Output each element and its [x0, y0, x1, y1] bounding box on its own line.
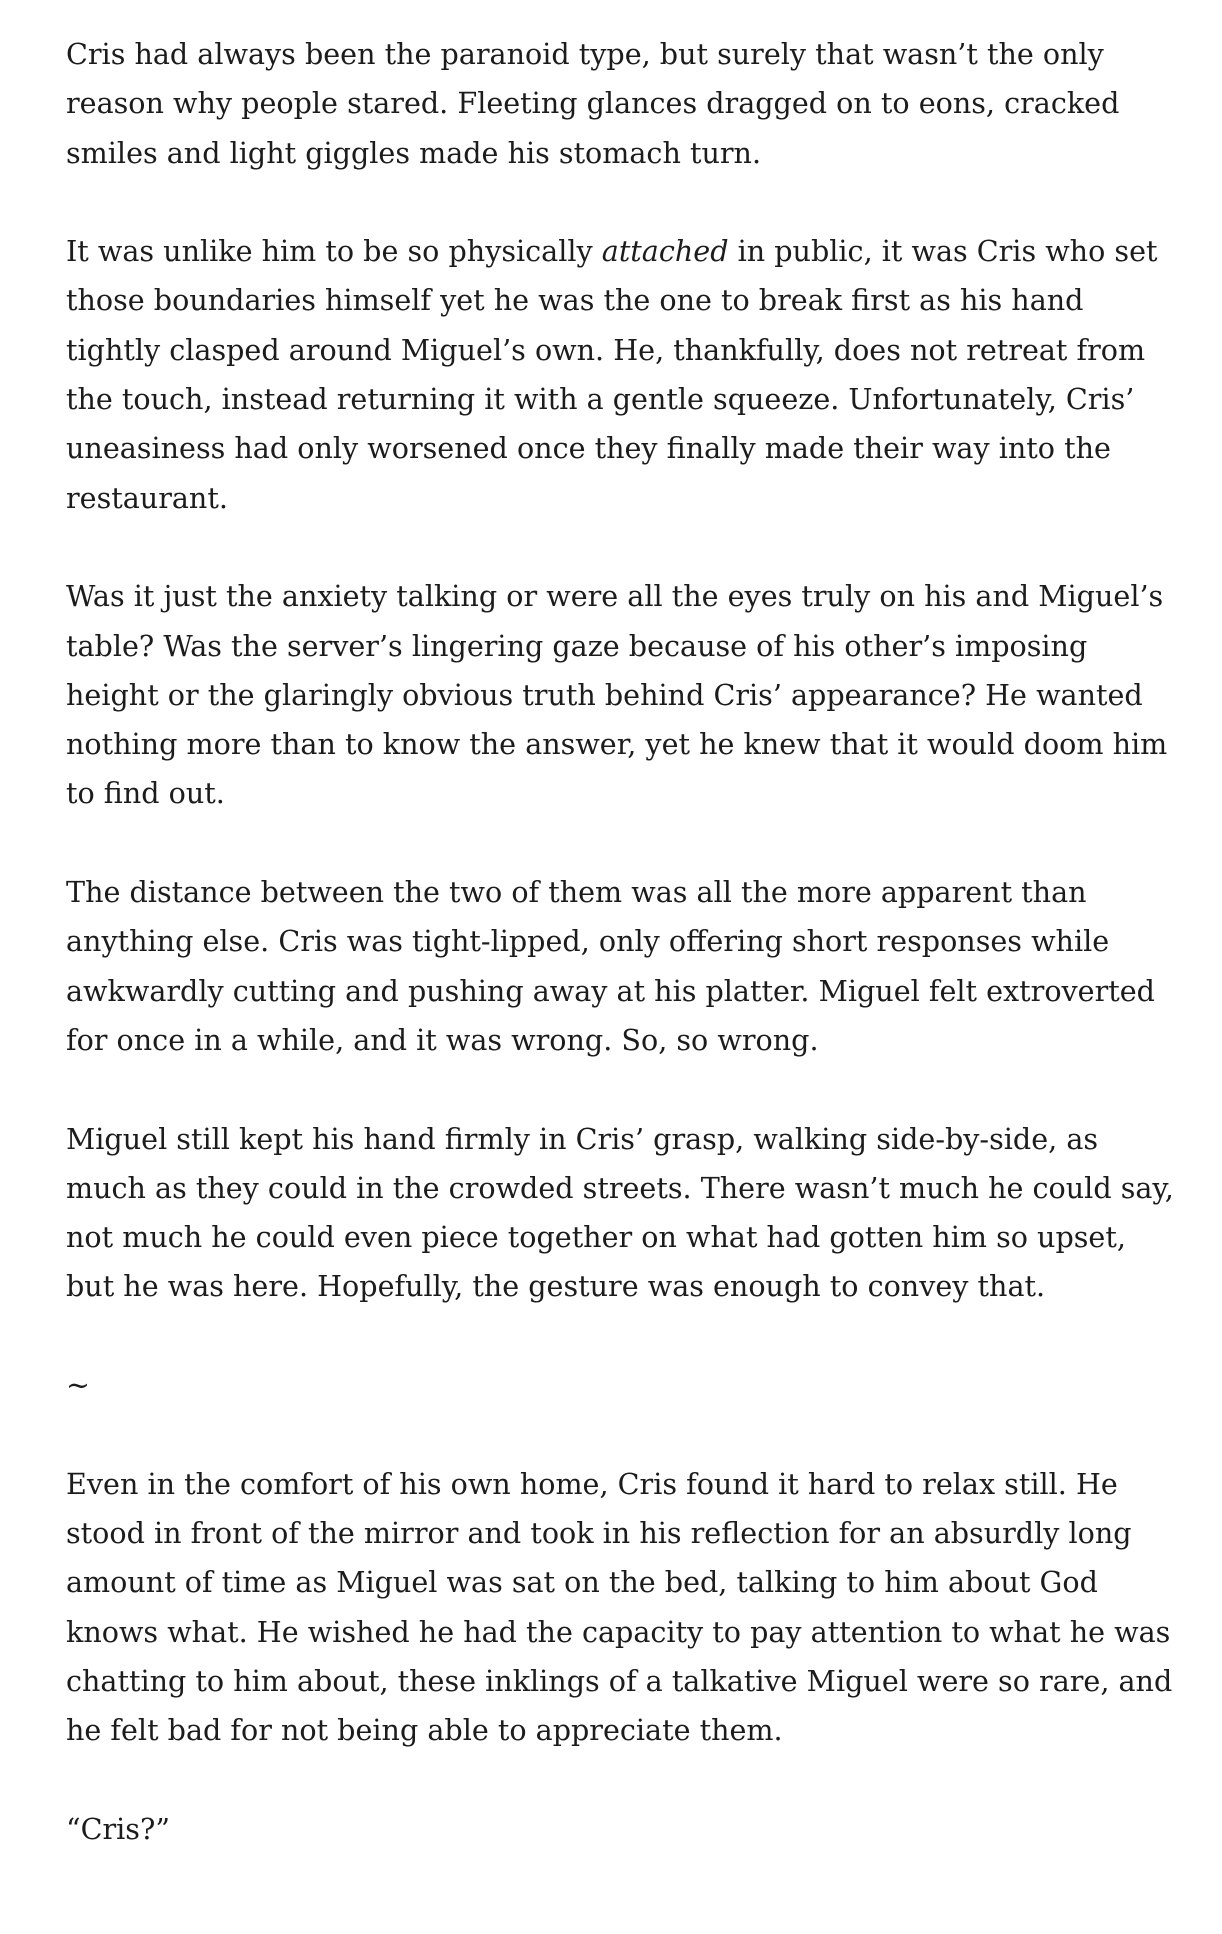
paragraph-2-emphasis: attached — [601, 234, 729, 269]
paragraph-2-text-before: It was unlike him to be so physically — [66, 234, 602, 269]
story-text — [66, 30, 1182, 1854]
paragraph-7-dialogue: “Cris?” — [66, 1811, 170, 1846]
paragraph-3: Was it just the anxiety talking or were all the eyes truly on his and Miguel’s table? Was the server’s lingering gaze because of his other’s imposing height or the glaringly obvious truth behind Cris’ appearance? He wanted nothing more than to know the answer, yet he knew that it would doom him to find out. — [66, 579, 1168, 811]
paragraph-2-text-after: in public, it was Cris who set those boundaries himself yet he was the one to break first as his hand tightly clasped around Miguel’s own. He, thankfully, does not retreat from the touch, instead returning it with a gentle squeeze. Unfortunately, Cris’ uneasiness had only worsened once they finally made their way into the restaurant. — [66, 234, 1158, 515]
scene-break-separator: ~ — [66, 1368, 90, 1403]
paragraph-2 — [66, 227, 1182, 523]
paragraph-6: Even in the comfort of his own home, Cris found it hard to relax still. He stood in front of the mirror and took in his reflection for an absurdly long amount of time as Miguel was sat on the bed, talking to him about God knows what. He wished he had the capacity to pay attention to what he was chatting to him about, these inklings of a talkative Miguel were so rare, and he felt bad for not being able to appreciate them. — [66, 1466, 1173, 1748]
paragraph-5: Miguel still kept his hand firmly in Cris’ grasp, walking side-by-side, as much as they could in the crowded streets. There wasn’t much he could say, not much he could even piece together on what had gotten him so upset, but he was here. Hopefully, the gesture was enough to convey that. — [66, 1121, 1174, 1304]
paragraph-1: Cris had always been the paranoid type, but surely that wasn’t the only reason why people stared. Fleeting glances dragged on to eons, cracked smiles and light giggles made his stomach turn. — [66, 37, 1120, 170]
paragraph-4: The distance between the two of them was all the more apparent than anything else. Cris was tight-lipped, only offering short responses while awkwardly cutting and pushing away at his platter. Miguel felt extroverted for once in a while, and it was wrong. So, so wrong. — [66, 875, 1155, 1057]
